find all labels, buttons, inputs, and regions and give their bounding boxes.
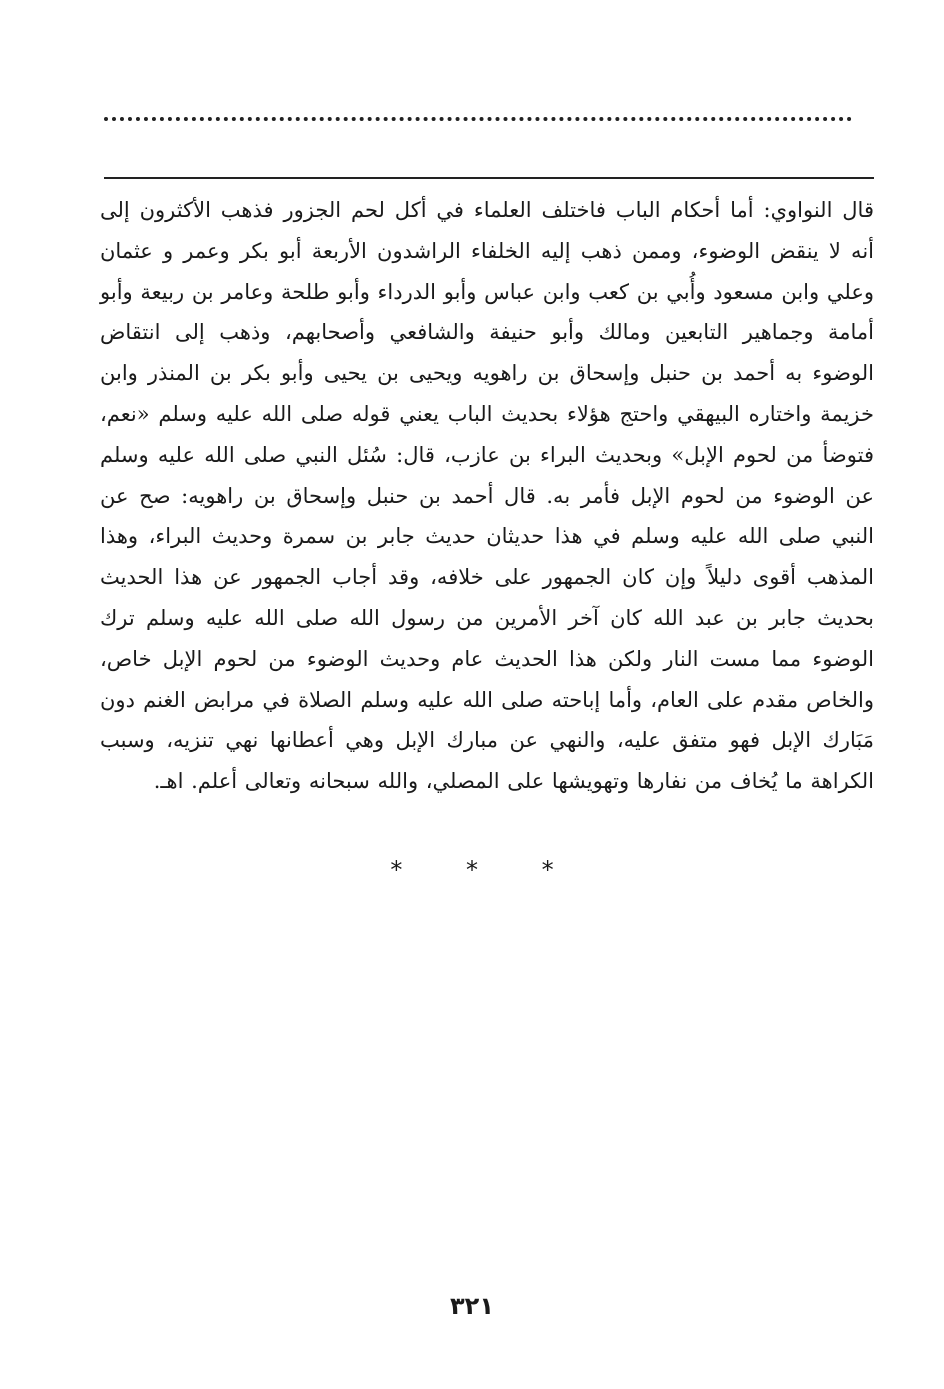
- dotted-header-rule: [104, 117, 852, 121]
- section-separator: * * *: [390, 856, 582, 884]
- page-number: ٣٢١: [450, 1292, 494, 1320]
- header-divider-line: [104, 177, 874, 179]
- body-paragraph: قال النواوي: أما أحكام الباب فاختلف العلماء في أكل لحم الجزور فذهب الأكثرون إلى أنه لا ينقض الوضوء، وممن ذهب إليه الخلفاء الراشدون الأربعة أبو بكر وعمر و عثمان وعلي وابن مسعود وأُبي بن كعب وابن عباس وأبو الدرداء وأبو طلحة وعامر بن ربيعة وأبو أمامة وجماهير التابعين ومالك وأبو حنيفة والشافعي وأصحابهم، وذهب إلى انتقاض الوضوء به أحمد بن حنبل وإسحاق بن راهويه ويحيى بن يحيى وأبو بكر بن المنذر وابن خزيمة واختاره البيهقي واحتج هؤلاء بحديث الباب يعني قوله صلى الله عليه وسلم «نعم، فتوضأ من لحوم الإبل» وبحديث البراء بن عازب، قال: سُئل النبي صلى الله عليه وسلم عن الوضوء من لحوم الإبل فأمر به. قال أحمد بن حنبل وإسحاق بن راهويه: صح عن النبي صلى الله عليه وسلم في هذا حديثان حديث جابر بن سمرة وحديث البراء، وهذا المذهب أقوى دليلاً وإن كان الجمهور على خلافه، وقد أجاب الجمهور عن هذا الحديث بحديث جابر بن عبد الله كان آخر الأمرين من رسول الله صلى الله عليه وسلم ترك الوضوء مما مست النار ولكن هذا الحديث عام وحديث الوضوء من لحوم الإبل خاص، والخاص مقدم على العام، وأما إباحته صلى الله عليه وسلم الصلاة في مرابض الغنم دون مَبَارك الإبل فهو متفق عليه، والنهي عن مبارك الإبل وهي أعطانها نهي تنزيه، وسبب الكراهة ما يُخاف من نفارها وتهويشها على المصلي، والله سبحانه وتعالى أعلم. اهـ.: [100, 198, 874, 794]
